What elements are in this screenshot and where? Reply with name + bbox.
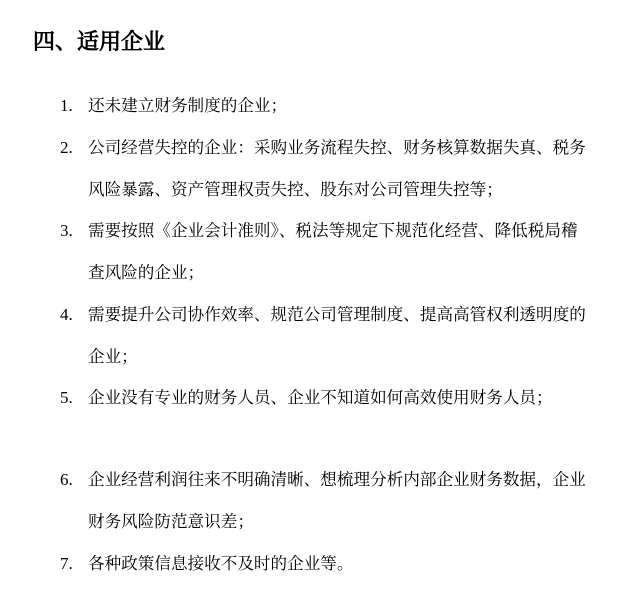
list-item-number: 7.	[60, 554, 73, 573]
list-item-number: 5.	[60, 388, 73, 407]
section-heading: 四、适用企业	[33, 30, 166, 55]
list-item-number: 1.	[60, 96, 73, 115]
list-item-text: 需要提升公司协作效率、规范公司管理制度、提高高管权利透明度的企业；	[88, 305, 586, 366]
list-item-number: 3.	[60, 221, 73, 240]
list-item-text: 企业经营利润往来不明确清晰、想梳理分析内部企业财务数据，企业财务风险防范意识差；	[88, 470, 586, 531]
list-item-text: 各种政策信息接收不及时的企业等。	[88, 554, 354, 573]
list-item-text: 公司经营失控的企业：采购业务流程失控、财务核算数据失真、税务风险暴露、资产管理权责失控、股东对公司管理失控等；	[88, 138, 586, 199]
list-item-text: 还未建立财务制度的企业；	[88, 96, 288, 115]
list-item-text: 企业没有专业的财务人员、企业不知道如何高效使用财务人员；	[88, 388, 553, 407]
list-item-number: 4.	[60, 305, 73, 324]
list-item-text: 需要按照《企业会计准则》、税法等规定下规范化经营、降低税局稽查风险的企业；	[88, 221, 578, 282]
list-item-number: 6.	[60, 470, 73, 489]
list-item-number: 2.	[60, 138, 73, 157]
